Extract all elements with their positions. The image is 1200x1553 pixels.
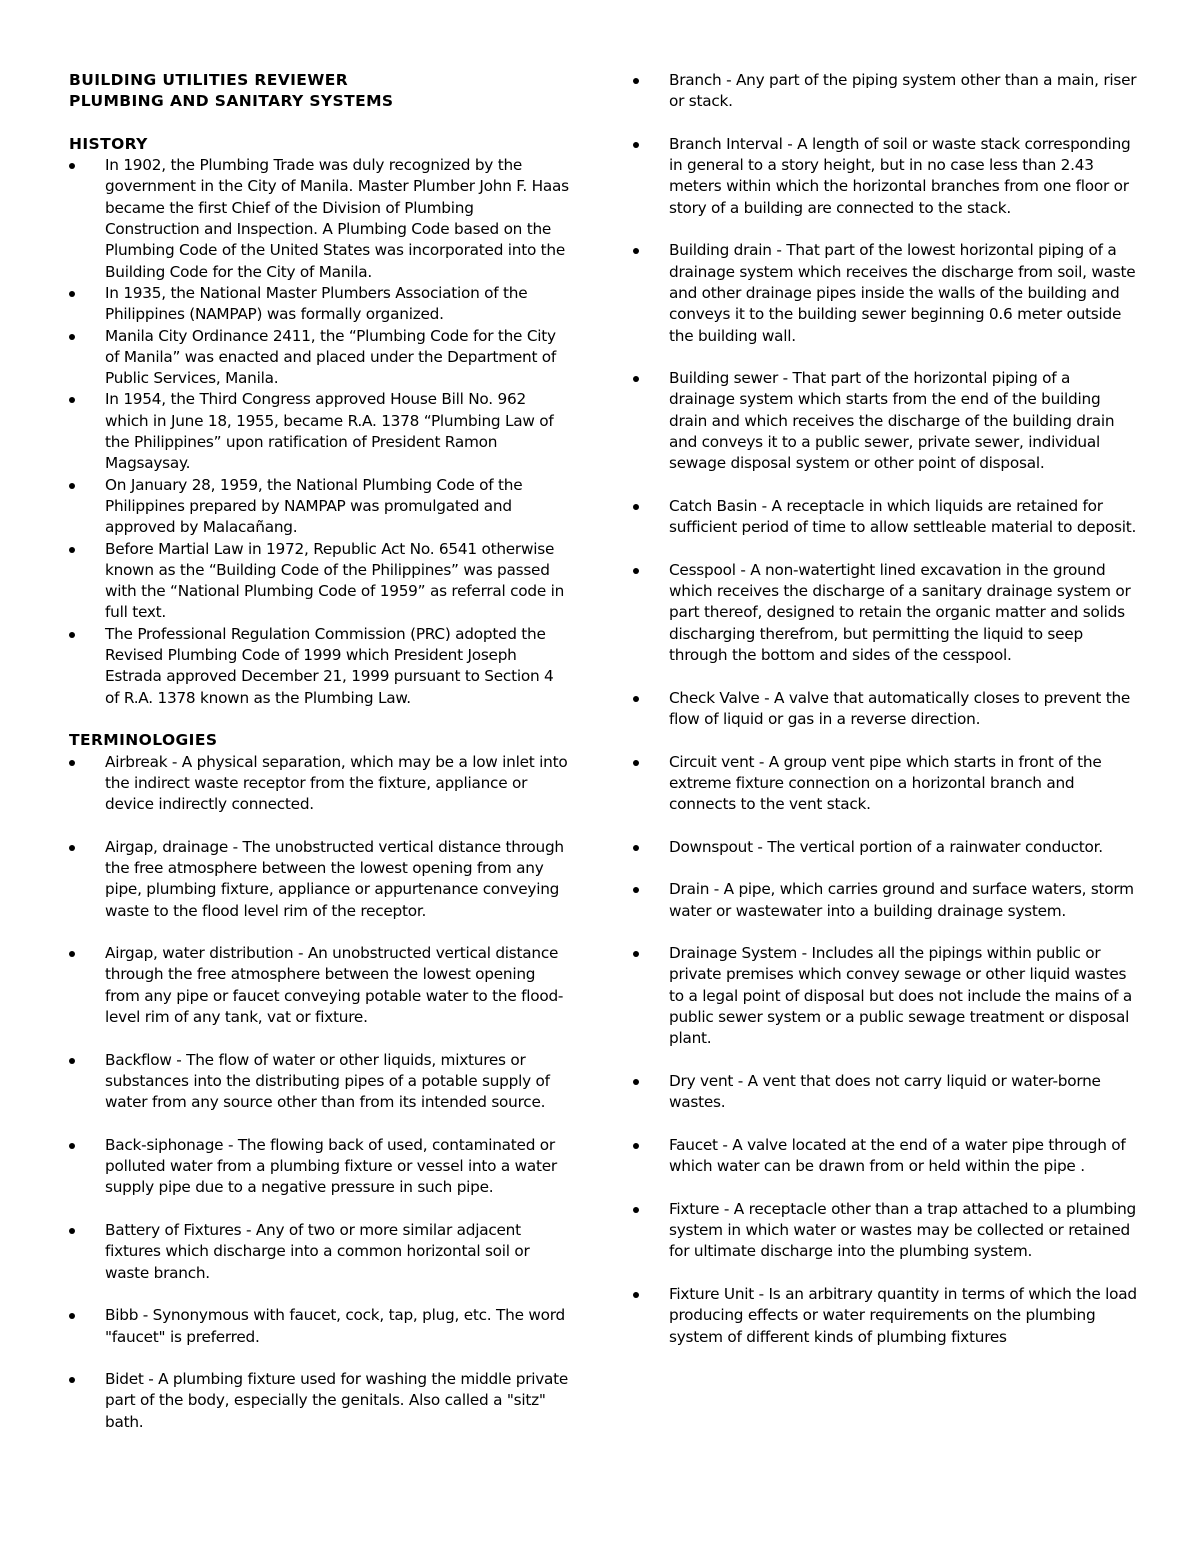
history-item: In 1902, the Plumbing Trade was duly recognized by the government in the City of Manila. Master Plumber John F. Haas became the first Chief of the Division of Plumbing Construction and Inspection. A Plumbing Code based on the Plumbing Code of the United States was incorporated into the Building Code for the City of Manila. [69, 155, 569, 283]
terms-list-right [633, 70, 1138, 1348]
term-item: Faucet - A valve located at the end of a water pipe through of which water can be drawn from or held within the pipe . [633, 1135, 1138, 1178]
term-item: Fixture - A receptacle other than a trap attached to a plumbing system in which water or wastes may be collected or retained for ultimate discharge into the plumbing system. [633, 1199, 1138, 1263]
term-item: Branch Interval - A length of soil or waste stack corresponding in general to a story height, but in no case less than 2.43 meters within which the horizontal branches from one floor or story of a building are connected to the stack. [633, 134, 1138, 219]
history-item: In 1954, the Third Congress approved House Bill No. 962 which in June 18, 1955, became R.A. 1378 “Plumbing Law of the Philippines” upon ratification of President Ramon Magsaysay. [69, 389, 569, 474]
term-item: Airbreak - A physical separation, which may be a low inlet into the indirect waste receptor from the fixture, appliance or device indirectly connected. [69, 752, 569, 816]
history-heading: HISTORY [69, 134, 148, 153]
term-item: Catch Basin - A receptacle in which liquids are retained for sufficient period of time to allow settleable material to deposit. [633, 496, 1138, 539]
term-item: Branch - Any part of the piping system other than a main, riser or stack. [633, 70, 1138, 113]
term-item: Drainage System - Includes all the pipings within public or private premises which convey sewage or other liquid wastes to a legal point of disposal but does not include the mains of a public sewer system or a public sewage treatment or disposal plant. [633, 943, 1138, 1049]
term-item: Cesspool - A non-watertight lined excavation in the ground which receives the discharge of a sanitary drainage system or part thereof, designed to retain the organic matter and solids discharging therefrom, but permitting the liquid to seep through the bottom and sides of the cesspool. [633, 560, 1138, 666]
term-item: Bidet - A plumbing fixture used for washing the middle private part of the body, especially the genitals. Also called a "sitz" bath. [69, 1369, 569, 1433]
term-item: Downspout - The vertical portion of a rainwater conductor. [633, 837, 1138, 858]
document-subtitle: PLUMBING AND SANITARY SYSTEMS [69, 92, 394, 111]
history-item: In 1935, the National Master Plumbers Association of the Philippines (NAMPAP) was formally organized. [69, 283, 569, 326]
term-item: Airgap, water distribution - An unobstructed vertical distance through the free atmosphere between the lowest opening from any pipe or faucet conveying potable water to the flood-level rim of any tank, vat or fixture. [69, 943, 569, 1028]
terminologies-heading: TERMINOLOGIES [69, 731, 218, 750]
term-item: Building drain - That part of the lowest horizontal piping of a drainage system which receives the discharge from soil, waste and other drainage pipes inside the walls of the building and conveys it to the building sewer beginning 0.6 meter outside the building wall. [633, 240, 1138, 346]
term-item: Airgap, drainage - The unobstructed vertical distance through the free atmosphere between the lowest opening from any pipe, plumbing fixture, appliance or appurtenance conveying waste to the flood level rim of the receptor. [69, 837, 569, 922]
right-column [633, 70, 1138, 1348]
term-item: Battery of Fixtures - Any of two or more similar adjacent fixtures which discharge into a common horizontal soil or waste branch. [69, 1220, 569, 1284]
document-title: BUILDING UTILITIES REVIEWER [69, 71, 349, 89]
terms-list-left [69, 752, 569, 1434]
history-item: Before Martial Law in 1972, Republic Act No. 6541 otherwise known as the “Building Code of the Philippines” was passed with the “National Plumbing Code of 1959” as referral code in full text. [69, 539, 569, 624]
term-item: Dry vent - A vent that does not carry liquid or water-borne wastes. [633, 1071, 1138, 1114]
spacer [69, 113, 569, 134]
left-column [69, 70, 569, 1433]
history-item: Manila City Ordinance 2411, the “Plumbing Code for the City of Manila” was enacted and placed under the Department of Public Services, Manila. [69, 326, 569, 390]
term-item: Back-siphonage - The flowing back of used, contaminated or polluted water from a plumbing fixture or vessel into a water supply pipe due to a negative pressure in such pipe. [69, 1135, 569, 1199]
term-item: Check Valve - A valve that automatically closes to prevent the flow of liquid or gas in a reverse direction. [633, 688, 1138, 731]
history-list [69, 155, 569, 709]
spacer [69, 709, 569, 730]
term-item: Building sewer - That part of the horizontal piping of a drainage system which starts from the end of the building drain and which receives the discharge of the building drain and conveys it to a public sewer, private sewer, individual sewage disposal system or other point of disposal. [633, 368, 1138, 474]
term-item: Bibb - Synonymous with faucet, cock, tap, plug, etc. The word "faucet" is preferred. [69, 1305, 569, 1348]
term-item: Fixture Unit - Is an arbitrary quantity in terms of which the load producing effects or water requirements on the plumbing system of different kinds of plumbing fixtures [633, 1284, 1138, 1348]
term-item: Circuit vent - A group vent pipe which starts in front of the extreme fixture connection on a horizontal branch and connects to the vent stack. [633, 752, 1138, 816]
history-item: The Professional Regulation Commission (PRC) adopted the Revised Plumbing Code of 1999 which President Joseph Estrada approved December 21, 1999 pursuant to Section 4 of R.A. 1378 known as the Plumbing Law. [69, 624, 569, 709]
term-item: Backflow - The flow of water or other liquids, mixtures or substances into the distributing pipes of a potable supply of water from any source other than from its intended source. [69, 1050, 569, 1114]
term-item: Drain - A pipe, which carries ground and surface waters, storm water or wastewater into a building drainage system. [633, 879, 1138, 922]
history-item: On January 28, 1959, the National Plumbing Code of the Philippines prepared by NAMPAP was promulgated and approved by Malacañang. [69, 475, 569, 539]
